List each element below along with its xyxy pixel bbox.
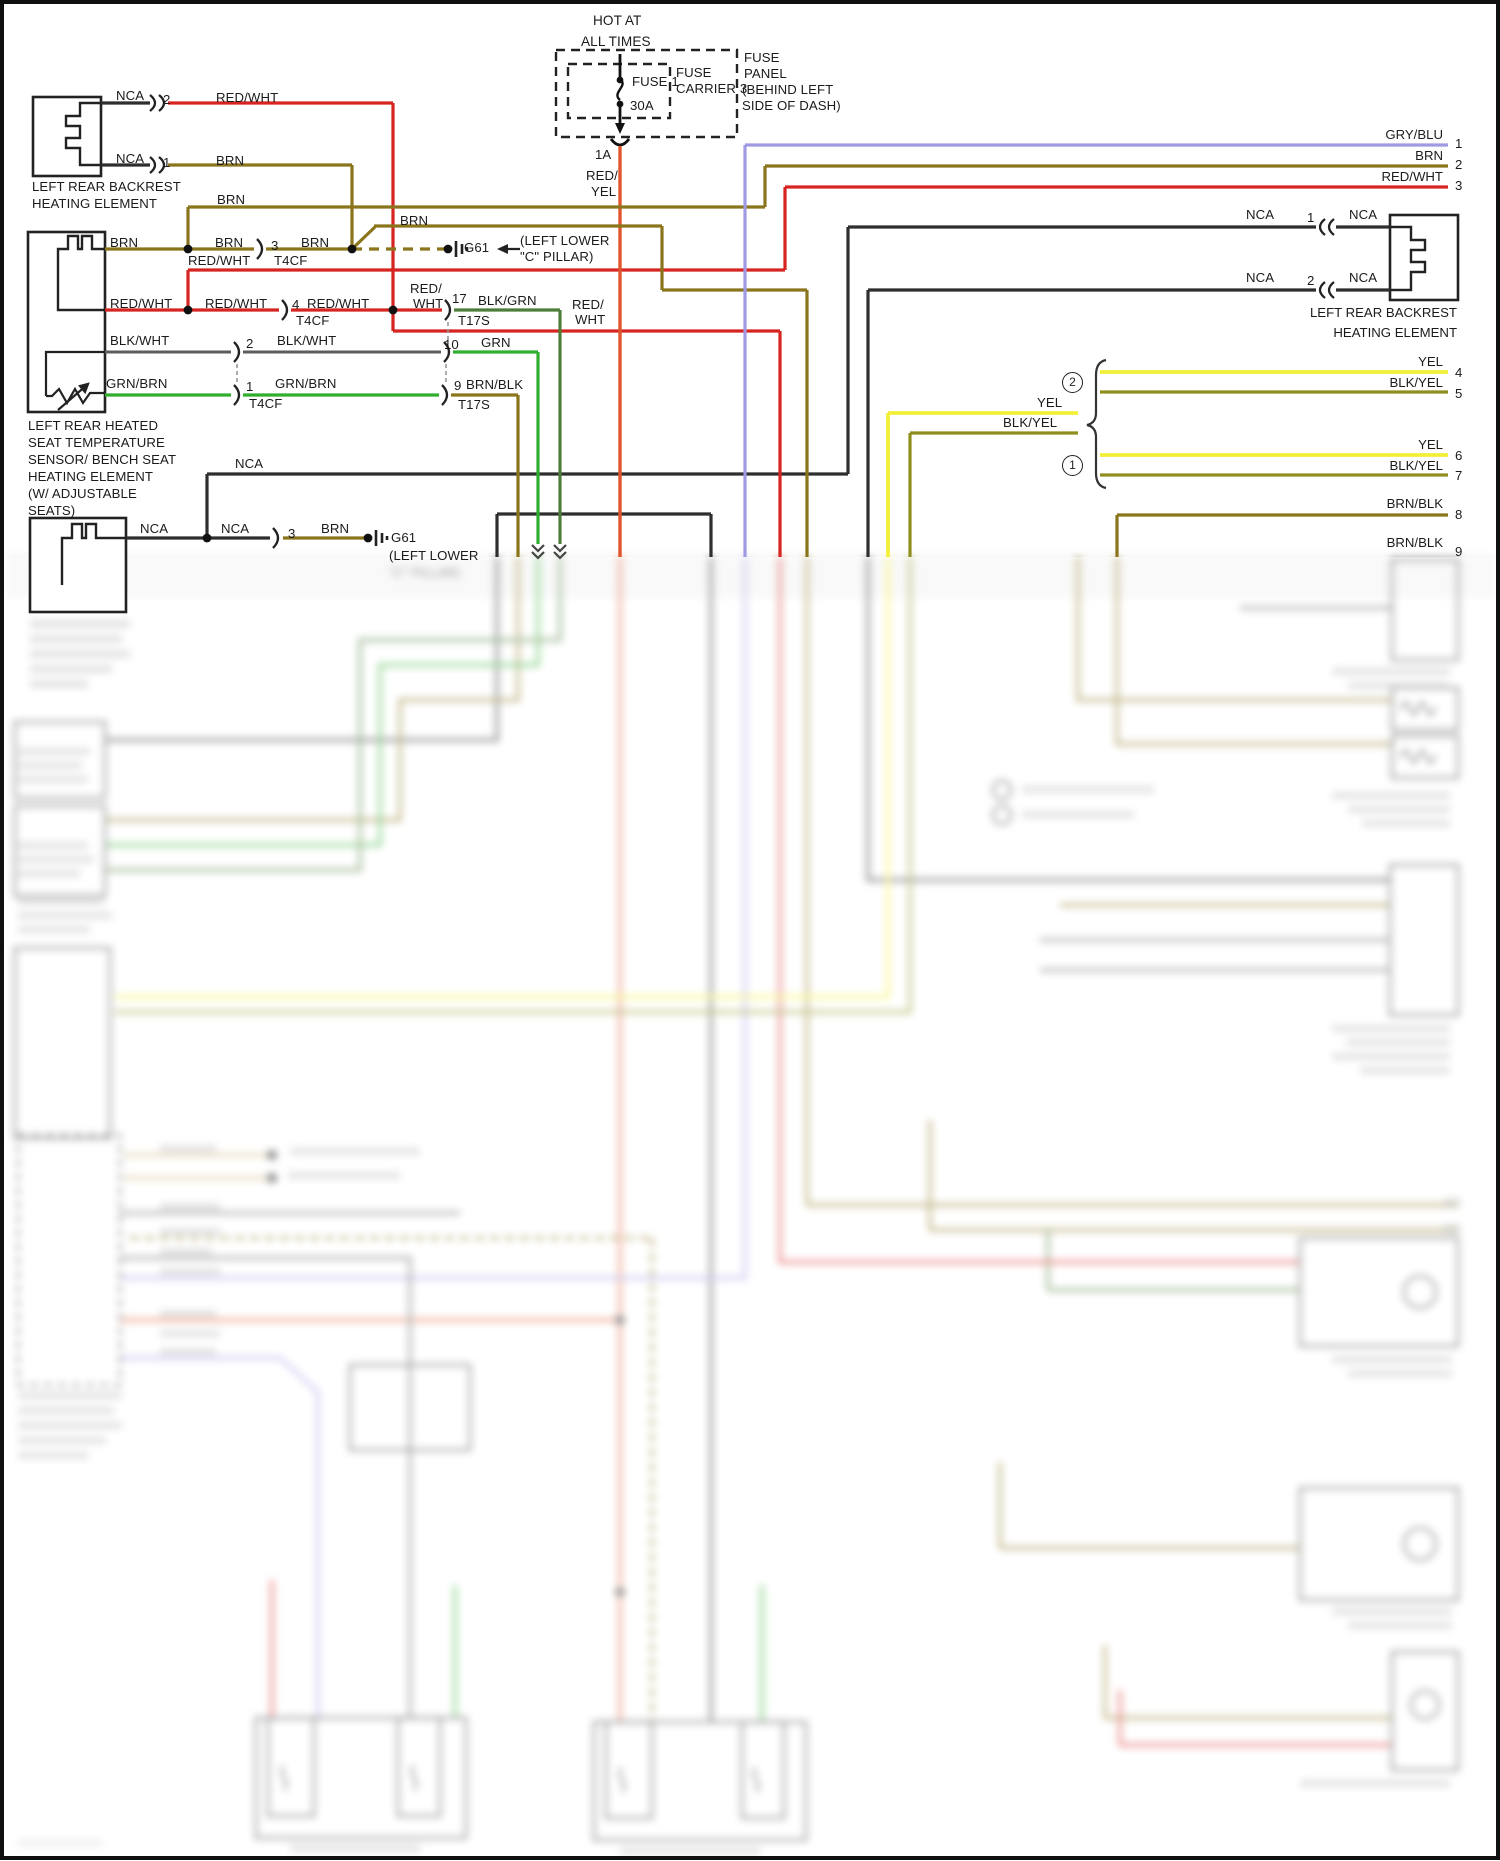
connector-label-t4cf: T4CF bbox=[249, 396, 283, 411]
circuit-number: 7 bbox=[1455, 468, 1463, 483]
wire-label-nca: NCA bbox=[116, 88, 145, 103]
fuse-carrier-label2: CARRIER 3 bbox=[676, 81, 748, 96]
circled-note-1: 1 bbox=[1062, 455, 1083, 476]
ground-id-label: G61 bbox=[391, 530, 417, 545]
t4cf-connector-icon bbox=[234, 385, 239, 405]
inline-connector-icon bbox=[150, 157, 164, 173]
wire-label-nca: NCA bbox=[116, 151, 145, 166]
circuit-number: 8 bbox=[1455, 507, 1463, 522]
t17s-connector-icon bbox=[445, 300, 450, 320]
circuit-number: 1 bbox=[1455, 136, 1463, 151]
brace-icon bbox=[1087, 360, 1106, 488]
arrow-down-icon bbox=[615, 123, 625, 134]
wire-label-brn: BRN bbox=[321, 521, 350, 536]
pin-number: 17 bbox=[452, 291, 467, 306]
connector-label-t17s: T17S bbox=[458, 313, 490, 328]
connector-icon bbox=[273, 528, 278, 548]
wire-label-brn: BRN bbox=[217, 192, 246, 207]
wire-label-blkyel: BLK/YEL bbox=[1389, 458, 1443, 473]
wire-label-wht: WHT bbox=[575, 312, 606, 327]
gry-blu-wire bbox=[745, 145, 1448, 557]
wire-label-red: RED/ bbox=[572, 297, 604, 312]
wire-label-red: RED/ bbox=[410, 281, 442, 296]
wire-label-nca: NCA bbox=[1246, 270, 1275, 285]
connector-label-t4cf: T4CF bbox=[274, 253, 308, 268]
component-name: HEATING ELEMENT bbox=[32, 196, 158, 211]
fuse-panel-label2: PANEL bbox=[744, 66, 787, 81]
component-name: SEAT TEMPERATURE bbox=[28, 435, 165, 450]
third-element-box bbox=[30, 518, 126, 612]
pin-number: 2 bbox=[163, 92, 171, 107]
red-yel-label1: RED/ bbox=[586, 168, 618, 183]
fuse-panel-label1: FUSE bbox=[744, 50, 780, 65]
connector-icon bbox=[234, 342, 239, 362]
pin-number: 4 bbox=[292, 297, 300, 312]
component-name: LEFT REAR BACKREST bbox=[1309, 305, 1457, 320]
wire-label-wht: WHT bbox=[413, 296, 444, 311]
wire-label-grnbrn: GRN/BRN bbox=[106, 376, 168, 391]
pin-number: 9 bbox=[454, 378, 462, 393]
bench-seat-element-box bbox=[28, 232, 105, 412]
yel-wires bbox=[888, 372, 1448, 557]
connector-label-t17s: T17S bbox=[458, 397, 490, 412]
component-name: (W/ ADJUSTABLE bbox=[28, 486, 137, 501]
red-wht-wires bbox=[105, 103, 1448, 557]
inline-connector-icon bbox=[1320, 219, 1334, 235]
wire-label-blkyel: BLK/YEL bbox=[1003, 415, 1058, 430]
wire-label-redwht: RED/WHT bbox=[216, 90, 279, 105]
wire-label-yel: YEL bbox=[1418, 437, 1443, 452]
wire-label-nca: NCA bbox=[1349, 270, 1378, 285]
pin-number: 1 bbox=[246, 379, 254, 394]
pin-number: 3 bbox=[288, 526, 296, 541]
pin-number: 10 bbox=[444, 337, 459, 352]
circled-note-2: 2 bbox=[1062, 372, 1083, 393]
wire-label-redwht: RED/WHT bbox=[205, 296, 268, 311]
wire-label-grn: GRN bbox=[481, 335, 511, 350]
fuse-panel-label3: (BEHIND LEFT bbox=[742, 82, 834, 97]
wire-label-gryblu: GRY/BLU bbox=[1385, 127, 1443, 142]
wire-label-brn: BRN bbox=[215, 235, 244, 250]
all-times-label: ALL TIMES bbox=[581, 34, 651, 49]
wire-label-brn: BRN bbox=[1415, 148, 1443, 163]
t4cf-connector-icon bbox=[257, 239, 262, 259]
wire-label-brnblk: BRN/BLK bbox=[1386, 496, 1443, 511]
connector-label-t4cf: T4CF bbox=[296, 313, 330, 328]
t4cf-connector-icon bbox=[282, 300, 287, 320]
component-name: HEATING ELEMENT bbox=[1333, 325, 1457, 340]
wire-label-brn: BRN bbox=[110, 235, 139, 250]
blk-yel-wires bbox=[910, 392, 1448, 557]
pin-number: 2 bbox=[246, 336, 254, 351]
wire-label-redwht: RED/WHT bbox=[188, 253, 251, 268]
wire-label-redwht: RED/WHT bbox=[1381, 169, 1443, 184]
fuse-label: FUSE 1 bbox=[632, 74, 679, 89]
component-name: HEATING ELEMENT bbox=[28, 469, 154, 484]
circuit-number: 9 bbox=[1455, 544, 1463, 559]
arrow-left-icon bbox=[497, 244, 520, 254]
wire-label-brn: BRN bbox=[400, 213, 429, 228]
connector-cup-icon bbox=[611, 139, 629, 145]
circuit-number: 5 bbox=[1455, 386, 1463, 401]
circuit-number: 4 bbox=[1455, 365, 1463, 380]
ground-location-line1: (LEFT LOWER bbox=[520, 233, 610, 248]
pin-1a-label: 1A bbox=[595, 147, 612, 162]
pin-number: 3 bbox=[271, 238, 279, 253]
red-yel-label2: YEL bbox=[591, 184, 617, 199]
fuse-carrier-label1: FUSE bbox=[676, 65, 712, 80]
inline-connector-icon bbox=[150, 95, 164, 111]
wire-label-blkwht: BLK/WHT bbox=[277, 333, 337, 348]
fuse-amp-label: 30A bbox=[630, 98, 654, 113]
component-name: SENSOR/ BENCH SEAT bbox=[28, 452, 177, 467]
wire-label-redwht: RED/WHT bbox=[307, 296, 370, 311]
circuit-number: 2 bbox=[1455, 157, 1463, 172]
pin-number: 1 bbox=[163, 155, 171, 170]
ground-location-line2: "C" PILLAR) bbox=[520, 249, 594, 264]
inline-connector-icon bbox=[1320, 282, 1334, 298]
circuit-number: 6 bbox=[1455, 448, 1463, 463]
component-name: LEFT REAR BACKREST bbox=[32, 179, 181, 194]
wire-label-brnblk: BRN/BLK bbox=[1386, 535, 1443, 550]
circuit-number: 3 bbox=[1455, 178, 1463, 193]
chevron-connector-icons bbox=[532, 545, 566, 558]
pin-number: 1 bbox=[1307, 210, 1315, 225]
wire-label-brn: BRN bbox=[216, 153, 245, 168]
pin-number: 2 bbox=[1307, 273, 1315, 288]
fuse-panel-label4: SIDE OF DASH) bbox=[742, 98, 841, 113]
wire-label-blkyel: BLK/YEL bbox=[1389, 375, 1443, 390]
wire-label-redwht: RED/WHT bbox=[110, 296, 173, 311]
wire-label-brn: BRN bbox=[301, 235, 330, 250]
wire-label-blkwht: BLK/WHT bbox=[110, 333, 170, 348]
component-name: LEFT REAR HEATED bbox=[28, 418, 159, 433]
wire-label-nca: NCA bbox=[235, 456, 264, 471]
wire-label-yel: YEL bbox=[1037, 395, 1063, 410]
t17s-connector-icon bbox=[442, 385, 447, 405]
wire-label-brnblk: BRN/BLK bbox=[466, 377, 524, 392]
hot-at-label: HOT AT bbox=[593, 13, 642, 28]
wire-label-nca: NCA bbox=[1349, 207, 1378, 222]
wire-label-yel: YEL bbox=[1418, 354, 1443, 369]
wire-label-grnbrn: GRN/BRN bbox=[275, 376, 337, 391]
wire-label-blkgrn: BLK/GRN bbox=[478, 293, 537, 308]
wire-label-nca: NCA bbox=[221, 521, 250, 536]
ground-id-label: G61 bbox=[464, 240, 490, 255]
brn-wires bbox=[105, 165, 1448, 557]
wire-label-nca: NCA bbox=[140, 521, 169, 536]
ground-location-line1: (LEFT LOWER bbox=[389, 548, 479, 563]
wire-label-nca: NCA bbox=[1246, 207, 1275, 222]
component-name: SEATS) bbox=[28, 503, 76, 518]
heating-element-icon bbox=[58, 103, 1425, 585]
